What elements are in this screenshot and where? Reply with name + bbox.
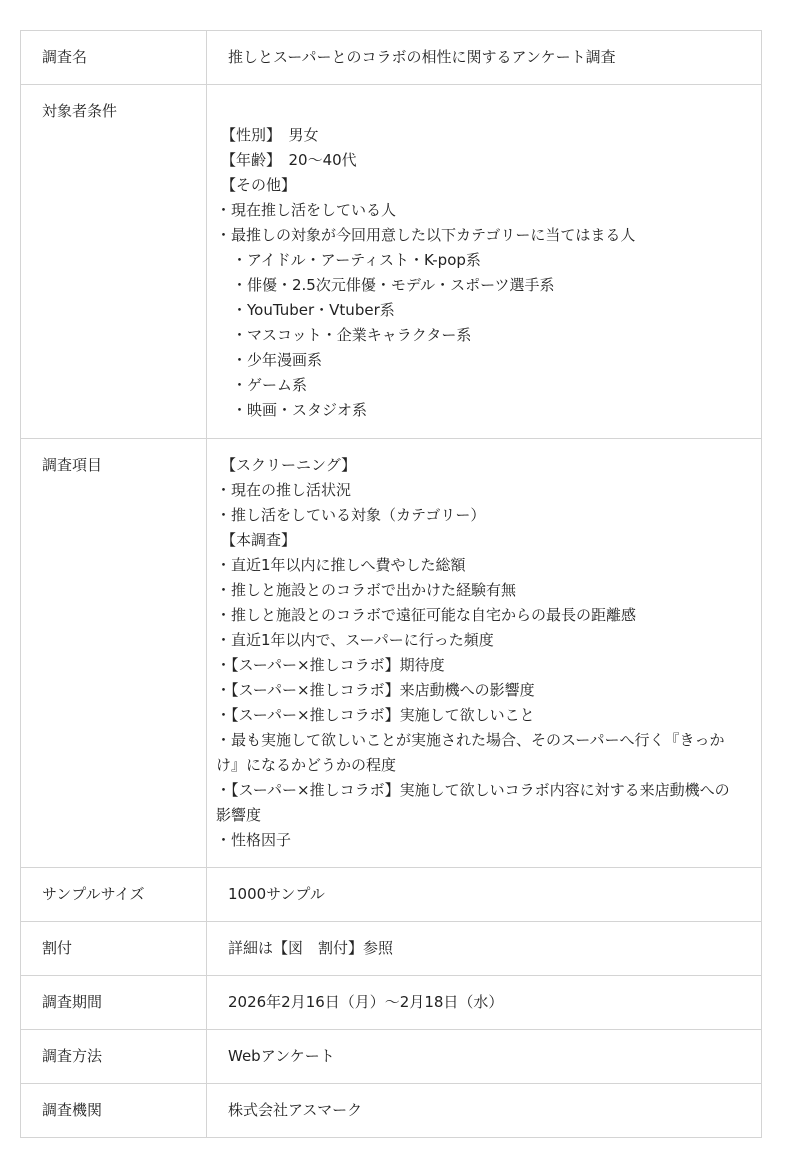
row-label: サンプルサイズ (21, 868, 207, 921)
row-survey-period (21, 976, 761, 1030)
item-line: ・【スーパー×推しコラボ】実施して欲しいコラボ内容に対する来店動機への影響度 (216, 781, 730, 824)
row-sample-size (21, 868, 761, 922)
row-target-conditions (21, 85, 761, 439)
row-survey-name (21, 31, 761, 85)
row-value (207, 439, 761, 867)
target-line: 【性別】 男女 (221, 126, 319, 144)
row-survey-organization (21, 1084, 761, 1138)
item-line: ・【スーパー×推しコラボ】期待度 (216, 656, 445, 674)
row-label: 調査方法 (21, 1030, 207, 1083)
item-line: 【本調査】 (221, 531, 297, 549)
item-line: ・現在の推し活状況 (216, 481, 352, 499)
row-label: 調査機関 (21, 1084, 207, 1137)
row-survey-method (21, 1030, 761, 1084)
item-line: ・推しと施設とのコラボで出かけた経験有無 (216, 581, 517, 599)
target-category-line: ・映画・スタジオ系 (232, 401, 368, 419)
target-line: ・最推しの対象が今回用意した以下カテゴリーに当てはまる人 (216, 226, 636, 244)
row-value: 推しとスーパーとのコラボの相性に関するアンケート調査 (228, 48, 616, 66)
row-value: 株式会社アスマーク (228, 1101, 363, 1119)
target-line: ・現在推し活をしている人 (216, 201, 397, 219)
item-line: ・推しと施設とのコラボで遠征可能な自宅からの最長の距離感 (216, 606, 637, 624)
target-category-line: ・少年漫画系 (232, 351, 323, 369)
row-label: 調査名 (21, 31, 207, 84)
row-label: 割付 (21, 922, 207, 975)
item-line: ・直近1年以内で、スーパーに行った頻度 (216, 631, 494, 649)
row-label: 対象者条件 (21, 85, 207, 438)
target-category-line: ・アイドル・アーティスト・K-pop系 (232, 251, 481, 269)
item-line: ・【スーパー×推しコラボ】来店動機への影響度 (216, 681, 535, 699)
target-category-line: ・マスコット・企業キャラクター系 (232, 326, 472, 344)
item-line: ・性格因子 (216, 831, 292, 849)
row-label: 調査項目 (21, 439, 207, 867)
row-label: 調査期間 (21, 976, 207, 1029)
item-line: 【スクリーニング】 (221, 456, 357, 474)
row-value: 1000サンプル (228, 885, 325, 903)
row-value: 詳細は【図 割付】参照 (228, 939, 394, 957)
item-line: ・直近1年以内に推しへ費やした総額 (216, 556, 466, 574)
target-category-line: ・ゲーム系 (232, 376, 308, 394)
survey-overview-table (20, 30, 762, 1138)
target-line: 【その他】 (221, 176, 297, 194)
row-value: 2026年2月16日（月）〜2月18日（水） (228, 993, 504, 1011)
item-line: ・【スーパー×推しコラボ】実施して欲しいこと (216, 706, 535, 724)
item-line: ・推し活をしている対象（カテゴリー） (216, 506, 486, 524)
row-value: Webアンケート (228, 1047, 335, 1065)
row-value (207, 85, 761, 438)
target-line: 【年齢】 20〜40代 (221, 151, 357, 169)
target-category-line: ・俳優・2.5次元俳優・モデル・スポーツ選手系 (232, 276, 555, 294)
row-survey-items (21, 439, 761, 868)
target-category-line: ・YouTuber・Vtuber系 (232, 301, 395, 319)
row-allocation (21, 922, 761, 976)
item-line: ・最も実施して欲しいことが実施された場合、そのスーパーへ行く『きっかけ』になるかどうかの程度 (216, 731, 725, 774)
